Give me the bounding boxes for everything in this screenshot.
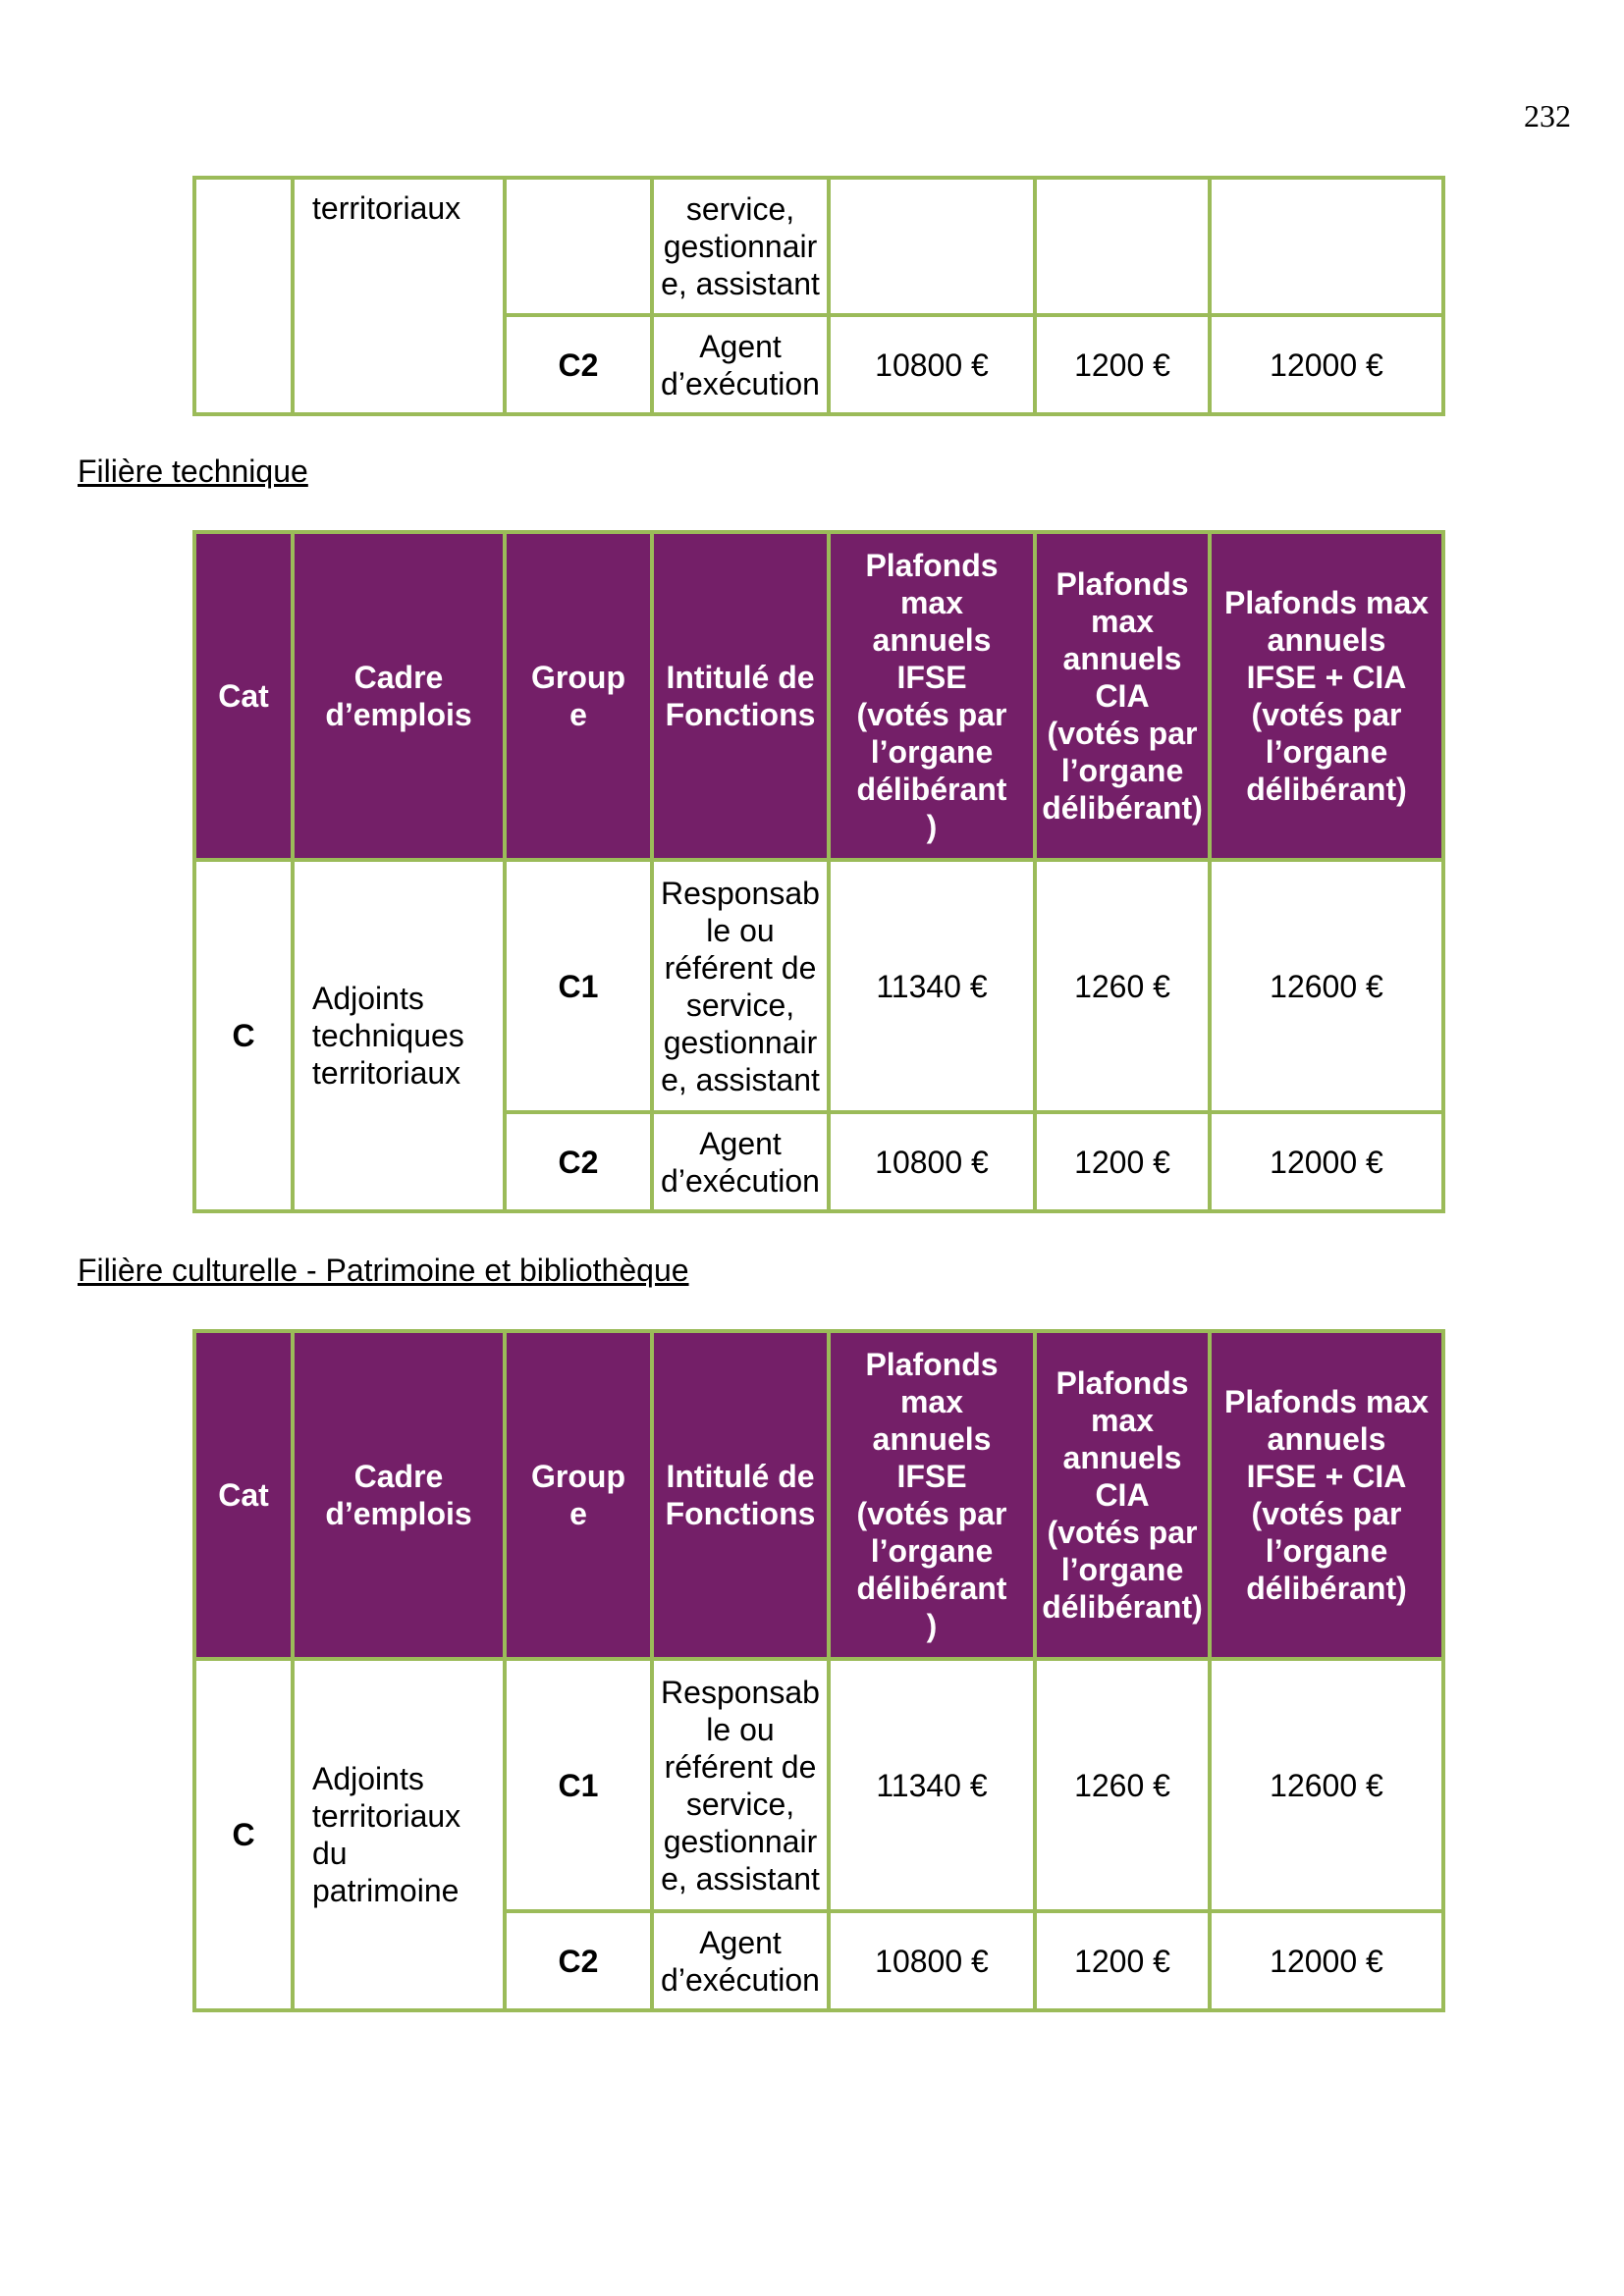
total-cell (1210, 178, 1443, 315)
groupe-cell: C2 (505, 1112, 652, 1211)
header-groupe: Group e (505, 1331, 652, 1659)
cia-cell: 1260 € (1035, 860, 1210, 1112)
total-cell: 12000 € (1210, 1911, 1443, 2010)
table-row (194, 1659, 1443, 1911)
fonction-cell: service, gestionnair e, assistant (652, 178, 829, 315)
header-ifse: Plafonds max annuels IFSE (votés par l’organe délibérant ) (829, 1331, 1035, 1659)
section-title-technique: Filière technique (78, 454, 308, 489)
ifse-cell (829, 178, 1035, 315)
fonction-cell: Agent d’exécution (652, 1112, 829, 1211)
ifse-cell: 10800 € (829, 1112, 1035, 1211)
cia-cell (1035, 178, 1210, 315)
cia-cell: 1200 € (1035, 315, 1210, 414)
cia-cell: 1200 € (1035, 1112, 1210, 1211)
table-row (194, 178, 1443, 315)
section-title-culturelle: Filière culturelle - Patrimoine et bibliothèque (78, 1253, 689, 1288)
header-total: Plafonds max annuels IFSE + CIA (votés par l’organe délibérant) (1210, 532, 1443, 860)
total-cell: 12600 € (1210, 1659, 1443, 1911)
culturelle-table (192, 1329, 1445, 2012)
cia-cell: 1200 € (1035, 1911, 1210, 2010)
header-intitule: Intitulé de Fonctions (652, 532, 829, 860)
header-cia: Plafonds max annuels CIA (votés par l’organe délibérant) (1035, 1331, 1210, 1659)
cat-cell: C (194, 860, 293, 1211)
header-cadre: Cadre d’emplois (293, 532, 505, 860)
groupe-cell: C2 (505, 1911, 652, 2010)
fonction-cell: Responsab le ou référent de service, gestionnair e, assistant (652, 1659, 829, 1911)
groupe-cell: C1 (505, 860, 652, 1112)
continuation-table (192, 176, 1445, 416)
groupe-cell (505, 178, 652, 315)
table-row (194, 860, 1443, 1112)
fonction-cell: Responsab le ou référent de service, gestionnair e, assistant (652, 860, 829, 1112)
groupe-cell: C2 (505, 315, 652, 414)
cadre-cell: Adjoints territoriaux du patrimoine (293, 1659, 505, 2010)
header-cia: Plafonds max annuels CIA (votés par l’organe délibérant) (1035, 532, 1210, 860)
cat-cell (194, 178, 293, 414)
technique-table (192, 530, 1445, 1213)
total-cell: 12000 € (1210, 315, 1443, 414)
fonction-cell: Agent d’exécution (652, 315, 829, 414)
header-cat: Cat (194, 532, 293, 860)
header-groupe: Group e (505, 532, 652, 860)
header-cadre: Cadre d’emplois (293, 1331, 505, 1659)
ifse-cell: 10800 € (829, 315, 1035, 414)
header-total: Plafonds max annuels IFSE + CIA (votés par l’organe délibérant) (1210, 1331, 1443, 1659)
cadre-cell: Adjoints techniques territoriaux (293, 860, 505, 1211)
ifse-cell: 11340 € (829, 1659, 1035, 1911)
fonction-cell: Agent d’exécution (652, 1911, 829, 2010)
header-intitule: Intitulé de Fonctions (652, 1331, 829, 1659)
header-row (194, 532, 1443, 860)
cia-cell: 1260 € (1035, 1659, 1210, 1911)
groupe-cell: C1 (505, 1659, 652, 1911)
cadre-cell: territoriaux (293, 178, 505, 414)
ifse-cell: 11340 € (829, 860, 1035, 1112)
page-number: 232 (1524, 98, 1571, 133)
header-ifse: Plafonds max annuels IFSE (votés par l’organe délibérant ) (829, 532, 1035, 860)
header-cat: Cat (194, 1331, 293, 1659)
ifse-cell: 10800 € (829, 1911, 1035, 2010)
total-cell: 12000 € (1210, 1112, 1443, 1211)
cat-cell: C (194, 1659, 293, 2010)
header-row (194, 1331, 1443, 1659)
total-cell: 12600 € (1210, 860, 1443, 1112)
